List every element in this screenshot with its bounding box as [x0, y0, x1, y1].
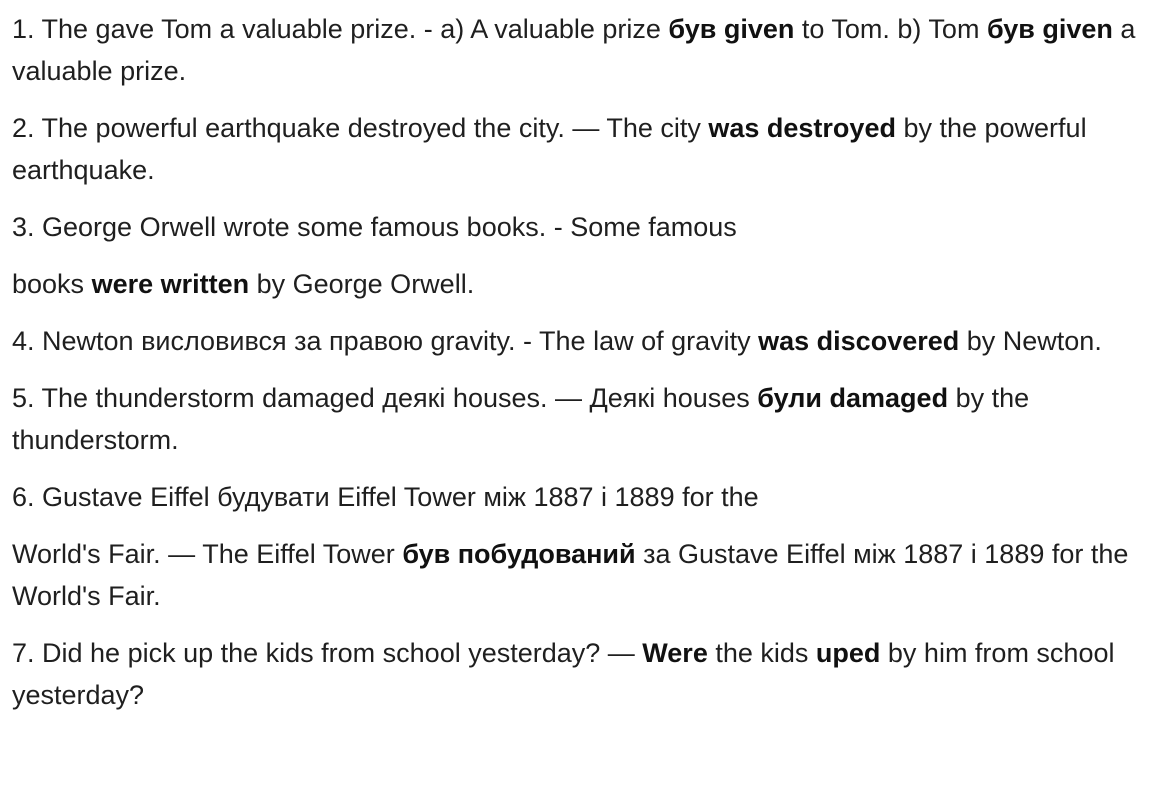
text-run: 7. Did he pick up the kids from school yesterday? — [12, 638, 643, 668]
text-run: by the thunderstorm. [12, 383, 1030, 455]
text-run: by Newton. [959, 326, 1102, 356]
paragraph-2 [12, 107, 1162, 191]
text-run: 2. The powerful earthquake destroyed the city. — The city [12, 113, 709, 143]
bold-run: був given [668, 14, 795, 44]
paragraph-4 [12, 263, 1162, 305]
text-run: to Tom. b) Tom [794, 14, 987, 44]
text-run: 6. Gustave Eiffel будувати Eiffel Tower між 1887 і 1889 for the [12, 482, 759, 512]
text-run: a valuable prize. [12, 14, 1136, 86]
paragraph-6 [12, 377, 1162, 461]
text-run: 5. The thunderstorm damaged деякі houses. — Деякі houses [12, 383, 758, 413]
paragraph-7 [12, 476, 1162, 518]
bold-run: був given [986, 14, 1113, 44]
text-run: World's Fair. — The Eiffel Tower [12, 539, 403, 569]
bold-run: був побудований [402, 539, 636, 569]
bold-run: was destroyed [708, 113, 896, 143]
bold-run: Were [642, 638, 708, 668]
text-run: 4. Newton висловився за правою gravity. - The law of gravity [12, 326, 759, 356]
paragraph-3 [12, 206, 1162, 248]
text-run: by him from school yesterday? [12, 638, 1115, 710]
paragraph-5 [12, 320, 1162, 362]
bold-run: were written [91, 269, 250, 299]
text-run: books [12, 269, 92, 299]
text-run: 1. The gave Tom a valuable prize. - a) A valuable prize [12, 14, 669, 44]
document-body [12, 8, 1162, 731]
text-run: the kids [707, 638, 816, 668]
bold-run: були damaged [757, 383, 949, 413]
text-run: by the powerful earthquake. [12, 113, 1087, 185]
paragraph-1 [12, 8, 1162, 92]
paragraph-9 [12, 632, 1162, 716]
text-run: by George Orwell. [249, 269, 475, 299]
text-run: за Gustave Eiffel між 1887 і 1889 for the World's Fair. [12, 539, 1129, 611]
bold-run: uped [815, 638, 881, 668]
paragraph-8 [12, 533, 1162, 617]
bold-run: was discovered [758, 326, 960, 356]
text-run: 3. George Orwell wrote some famous books. - Some famous [12, 212, 737, 242]
